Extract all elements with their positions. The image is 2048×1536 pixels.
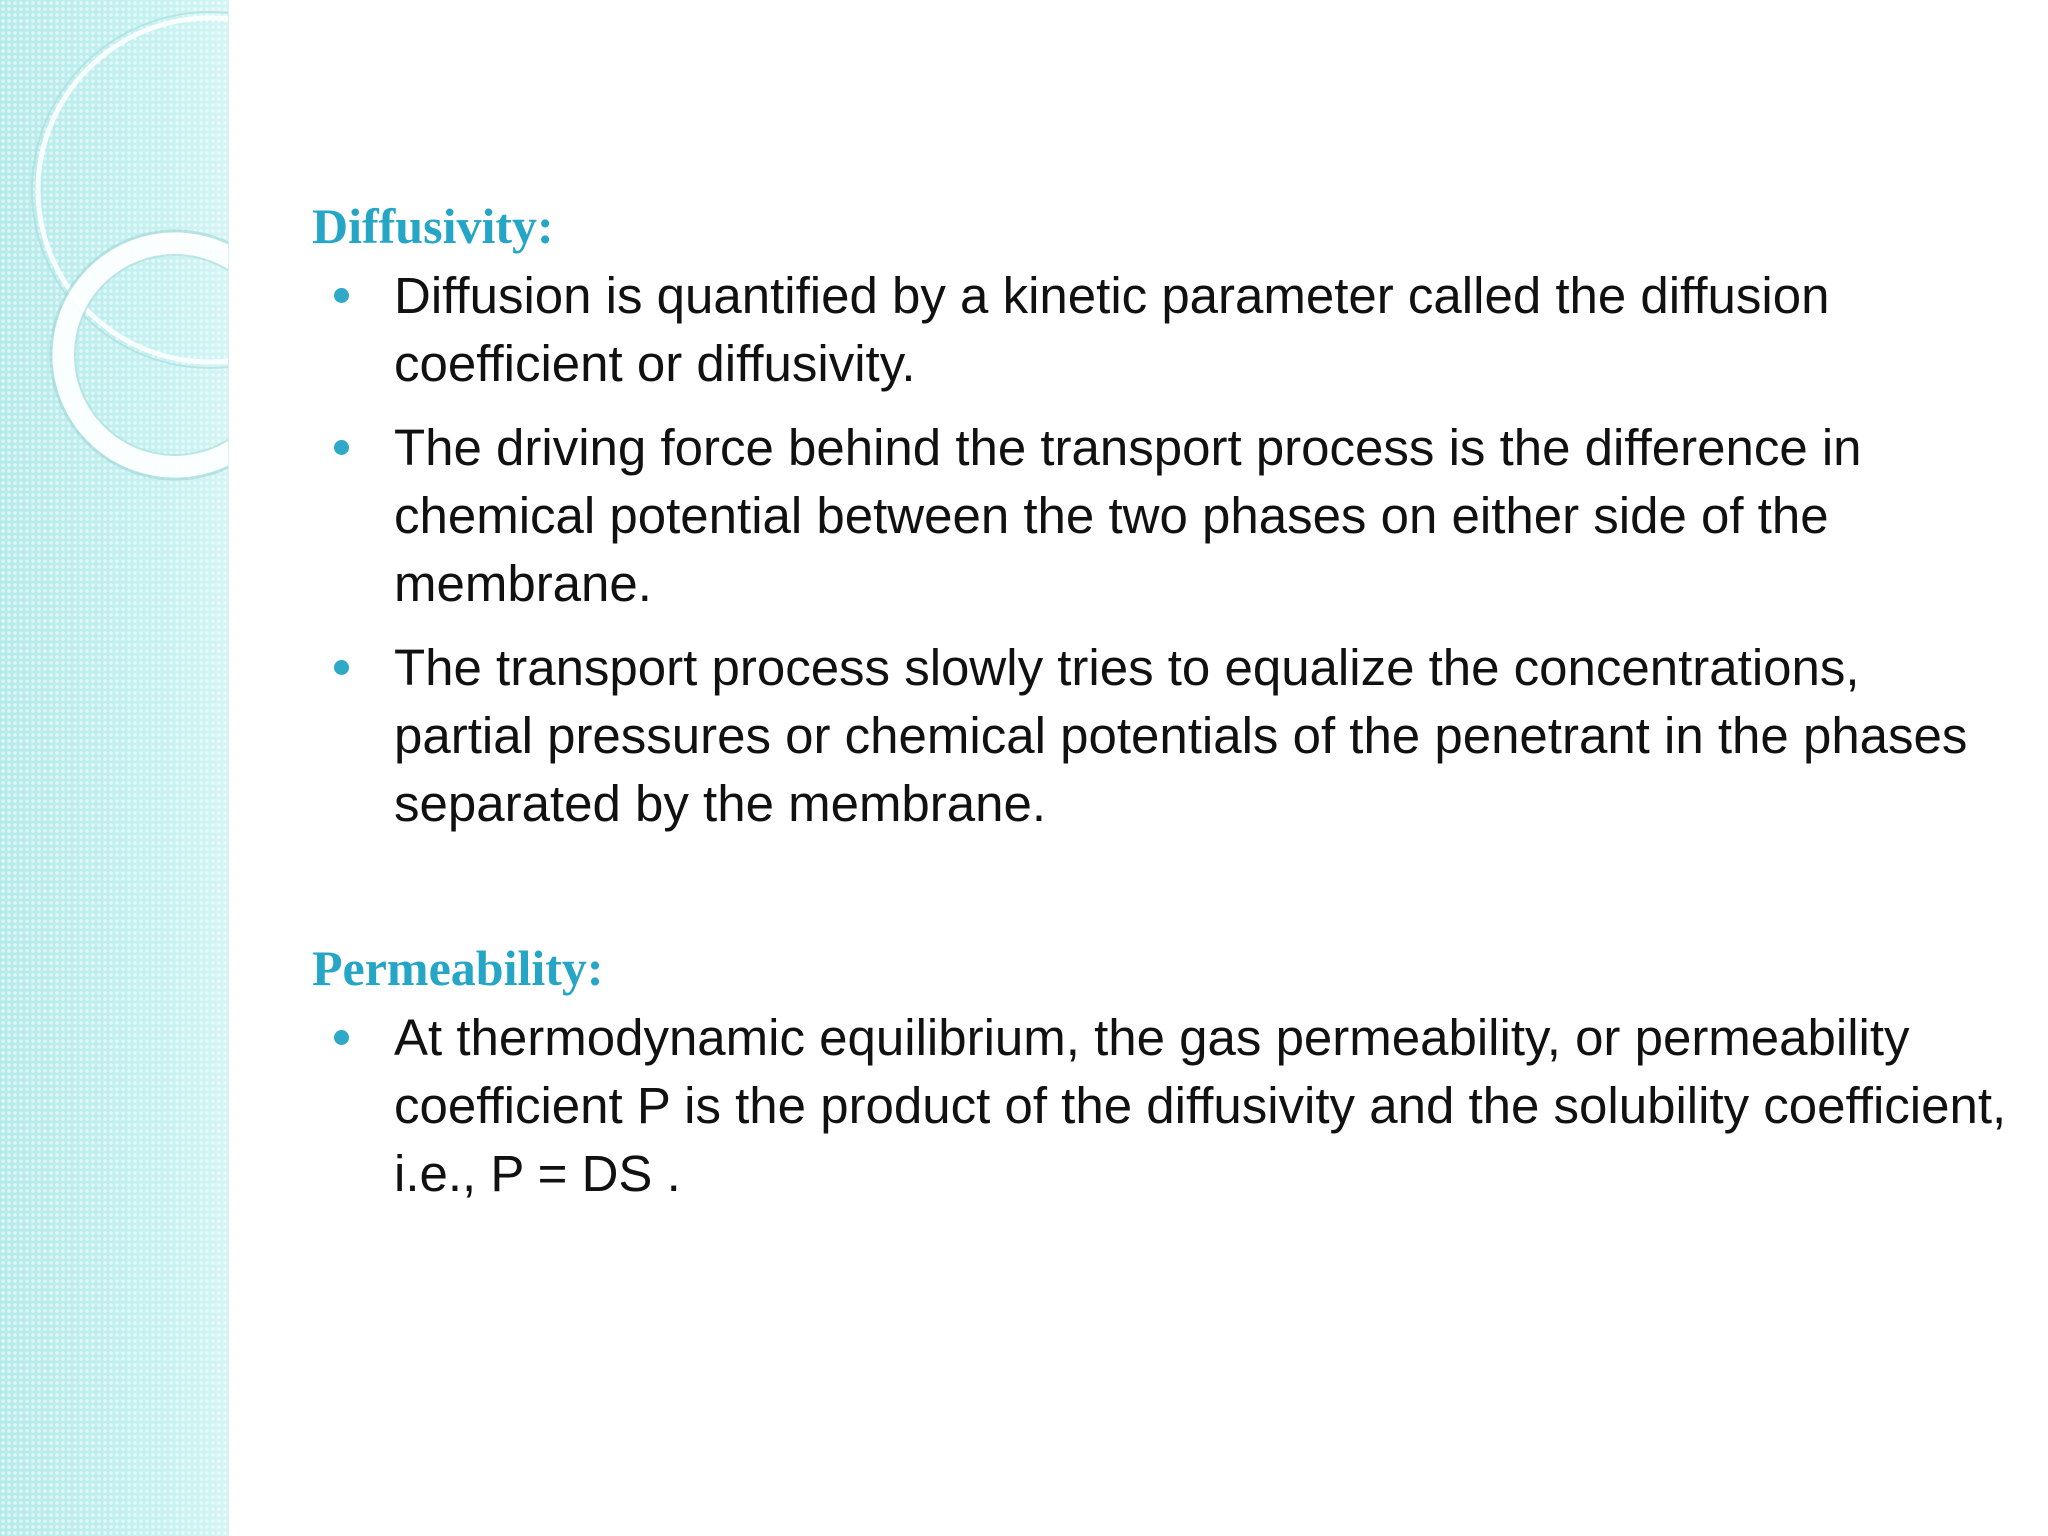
bullet-text: The transport process slowly tries to equalize the concentrations, partial pressures or chemical potentials of the penetrant in the phases separated by the membrane. [394,639,1968,832]
side-decorative-band [0,0,229,1536]
bullet-icon [334,1030,349,1045]
bullet-text: At thermodynamic equilibrium, the gas permeability, or permeability coefficient P is the product of the diffusivity and the solubility coefficient, i.e., P = DS . [394,1009,2007,1202]
section-heading-diffusivity: Diffusivity: [312,198,554,254]
slide-content [312,196,2012,1224]
list-item [312,414,2012,618]
list-item [312,634,2012,838]
bullet-icon [334,288,349,303]
list-item [312,262,2012,398]
permeability-bullet-list [312,1004,2012,1208]
diffusivity-bullet-list [312,262,2012,838]
list-item [312,1004,2012,1208]
section-heading-permeability: Permeability: [312,940,604,996]
bullet-icon [334,440,349,455]
decorative-rings [0,0,228,520]
bullet-icon [334,660,349,675]
section-spacer [312,854,2012,938]
bullet-text: The driving force behind the transport process is the difference in chemical potential between the two phases on either side of the membrane. [394,419,1862,612]
bullet-text: Diffusion is quantified by a kinetic parameter called the diffusion coefficient or diffusivity. [394,267,1830,392]
